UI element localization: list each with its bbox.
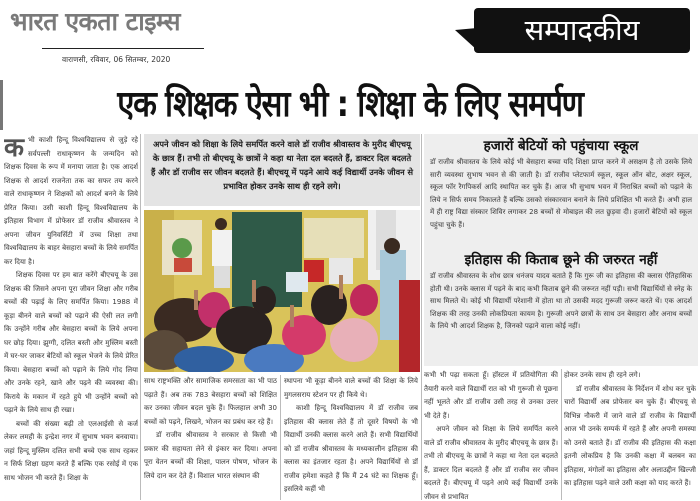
editorial-label: सम्पादकीय bbox=[524, 13, 640, 47]
article-paragraph: साथ राष्ट्रभक्ति और सामाजिक समरसता का भी पाठ पढ़ाते हैं। अब तक 783 बेसहारा बच्चों को शिक्षित कर उनका जीवन बदल चुके हैं। फिलहाल अभी 30 बच्चों को पढ़ने, लिखने, भोजन का प्रबंध कर रहे हैं। bbox=[144, 377, 277, 426]
article-column-2 bbox=[144, 375, 277, 500]
article-paragraph: होकर उनके साथ ही रहने लगे। bbox=[564, 371, 641, 379]
article-paragraph: अपने जीवन को शिक्षा के लिये समर्पित करने वाले डॉ राजीव श्रीवास्तव के मुरीद बीएचयू के छात्र हैं। तभी तो बीएचयू के छात्रों ने कहा था नेता दल बदलते हैं, डाक्टर दिल बदलते हैं और डॉ राजीव सर जीवन बदलते हैं। बीएचयू में पढ़ने आये कई विद्यार्थी उनके जीवन से प्रभावित bbox=[424, 425, 558, 500]
article-paragraph: शिक्षक दिवस पर हम बात करेंगे बीएचयू के उस शिक्षक की जिसने अपना पूरा जीवन शिक्षा और गरीब बच्चों की पढ़ाई के लिए समर्पित किया। 1988 में कूड़ा बीनने वाले बच्चों को पढ़ाने की ऐसी लत लगी कि उन्होंने गरीब और बेसहारा बच्चों के लिये अपना घर छोड़ दिया। झुग्गी, दलित बस्ती और मुस्लिम बस्ती में घर-घर जाकर बेटियों को स्कूल भेजने के लिये प्रेरित किया। बेसहारा बच्चों को पढ़ाने के लिये गोद लिया और उनके रहने, खाने और पढ़ने की व्यवस्था की। किराये के मकान में रहते हुये भी उन्होंने बच्चों को पढ़ाने के लिये साथ ही रखा। bbox=[4, 271, 138, 414]
article-paragraph: बच्चों की संख्या बढ़ी तो एलआईसी से कर्ज लेकर लमही के इन्द्रेश नगर में सुभाष भवन बनवाया। जहां हिन्दू मुस्लिम दलित सभी बच्चे एक साथ रहकर न सिर्फ शिक्षा ग्रहण करते हैं बल्कि एक रसोई में एक साथ भोजन भी करते हैं। शिक्षा के bbox=[4, 419, 138, 482]
sidebar-heading: हजारों बेटियों को पहुंचाया स्कूल bbox=[483, 138, 639, 154]
column-divider bbox=[561, 369, 562, 500]
pull-quote: अपने जीवन को शिक्षा के लिये समर्पित करने वाले डॉ राजीव श्रीवास्तव के मुरीद बीएचयू के छात्र हैं। तभी तो बीएचयू के छात्रों ने कहा था नेता दल बदलते हैं, डाक्टर दिल बदलते हैं और डॉ राजीव सर जीवन बदलते हैं। बीएचयू में पढ़ने आये कई विद्यार्थी उनके जीवन से प्रभावित होकर उनके साथ ही रहने लगे। bbox=[144, 134, 420, 206]
article-column-1 bbox=[4, 134, 138, 500]
article-paragraph: स्थापना भी कूड़ा बीनने वाले बच्चों की शिक्षा के लिये मुगलसराय स्टेशन पर ही किये थे। bbox=[284, 377, 418, 399]
drop-cap: क bbox=[4, 134, 24, 163]
article-paragraph: डॉ राजीव श्रीवास्तव ने सरकार से किसी भी प्रकार की सहायता लेने से इंकार कर दिया। अपना पूरा वेतन बच्चों की शिक्षा, पालन पोषण, भोजन के लिये दान कर देते हैं। विशाल भारत संस्थान की bbox=[144, 431, 277, 480]
newspaper-logo: भारत एकता टाइम्स bbox=[10, 7, 181, 36]
sidebar-heading: इतिहास की किताब छूने की जरुरत नहीं bbox=[464, 252, 658, 268]
article-column-4 bbox=[424, 369, 558, 500]
classroom-photo-icon bbox=[144, 210, 420, 372]
article-paragraph: कभी भी पढ़ा सकता हूँ। हॉस्टल में प्रतियोगिता की तैयारी करने वाले विद्यार्थी रात को भी गुरूजी से पूछना नहीं भूलते और डॉ राजीव उसी तरह से उनका उत्तर भी देते हैं। bbox=[424, 371, 558, 420]
sidebar-box-history-book bbox=[424, 248, 698, 366]
masthead-rule bbox=[42, 48, 204, 49]
masthead bbox=[10, 4, 210, 40]
article-paragraph: कभी काशी हिन्दू विश्वविद्यालय से जुड़े रहे सर्वपल्ली राधाकृष्णन के जन्मदिन को शिक्षक दिवस के रूप में मनाया जाता है। एक आदर्श शिक्षक से आदर्श राजनेता तक का सफर तय करने वाले राधाकृष्णन ने शिक्षकों को आदर्श बनने के लिये प्रेरित किया। उसी काशी हिन्दू विश्वविद्यालय के इतिहास विभाग में प्रोफेसर डॉ राजीव श्रीवास्तव ने अपना जीवन युनिवर्सिटी में उच्च शिक्षा तथा विश्वविद्यालय के बाहर बेसहारा बच्चों के लिये समर्पित कर दिया है। bbox=[4, 134, 138, 266]
sidebar-text: डॉ राजीव श्रीवास्तव के शोध छात्र धनंजय यादव बताते हैं कि गुरू जी का इतिहास की क्लास ऐतिहासिक होती थी। उनके क्लास में पढ़ने के बाद कभी किताब छूने की जरूरत नहीं पड़ी। सभी विद्यार्थियों से स्नेह के साथ मिलते थें। कोई भी विद्यार्थी परेशानी में होता था तो उसकी मदद गुरूजी जरूर करते थें। एक आदर्श शिक्षक की तरह उनकी लोकप्रियता कायम है। गुरूजी अपने छात्रों के साथ उन बेसहारा और अनाथ बच्चों के लिये भी आदर्श शिक्षक है, जिनको पढ़ाने वाला कोई नहीं। bbox=[430, 272, 692, 331]
page-headline: एक शिक्षक ऐसा भी : शिक्षा के लिए समर्पण bbox=[117, 84, 583, 125]
article-column-3 bbox=[284, 375, 418, 500]
editorial-badge bbox=[474, 8, 690, 53]
column-divider bbox=[421, 134, 422, 500]
article-paragraph: काशी हिन्दू विश्वविद्यालय में डॉ राजीव जब इतिहास की क्लास लेते हैं तो दूसरे विषयों के भी विद्यार्थी उनकी क्लास करने आते हैं। सभी विद्यार्थियों को डॉ राजीव श्रीवास्तव के मध्यकालीन इतिहास की क्लास का इंतजार रहता है। अपने विद्यार्थियों से डॉ राजीव हमेशा कहते हैं कि मैं 24 घंटे का शिक्षक हूँ। इसलिये कहीं भी bbox=[284, 404, 418, 493]
column-divider bbox=[140, 134, 141, 500]
column-divider bbox=[280, 375, 281, 500]
dateline: वाराणसी, रविवार, 06 सितम्बर, 2020 bbox=[62, 55, 171, 64]
article-column-5 bbox=[564, 369, 696, 500]
sidebar-box-daughters-school bbox=[424, 134, 698, 248]
article-photo bbox=[144, 210, 420, 372]
article-paragraph: डॉ राजीव श्रीवास्तव के निर्देशन में शोध कर चुके चारों विद्यार्थी अब प्रोफेसर बन चुके हैं। बीएचयू से विभिन्न नौकरी में जाने वाले डॉ राजीव के विद्यार्थी आज भी उनके सम्पर्क में रहते हैं और अपनी समस्या को उनसे बताते हैं। डॉ राजीव की इतिहास की कक्षा इतनी लोकप्रिय है कि उनकी कक्षा में बलबन का इतिहास, मंगोलों का इतिहास और अलाउद्दीन खिल्जी का इतिहास पढ़ने वाले उसी कक्षा को याद करते हैं। bbox=[564, 384, 696, 487]
divider bbox=[0, 80, 3, 130]
sidebar-text: डॉ राजीव श्रीवास्तव के लिये कोई भी बेसहारा बच्चा यदि शिक्षा प्राप्त करने में असक्षम है तो उसके लिये सारी व्यवस्था सुभाष भवन से की जाती है। डॉ राजीव प्लेटफार्म स्कूल, स्कूल ऑन बोट, अक्षर स्कूल, स्कूल फॉर रैगपिकर्स आदि स्थापित कर चुके हैं। आज भी सुभाष भवन में निराश्रित बच्चों को पढ़ाने के लिये न सिर्फ समय निकालते हैं बल्कि उसको संस्कारवान बनाने के लिये प्रशिक्षित भी करते हैं। अभी हाल में ही राष्ट्र विद्या संस्कार शिविर लगाकर 28 बच्चों से मोबाइल की लत छुड़वा दी। हजारों बेटियों को स्कूल पहुंचा चुके हैं। bbox=[430, 158, 692, 229]
